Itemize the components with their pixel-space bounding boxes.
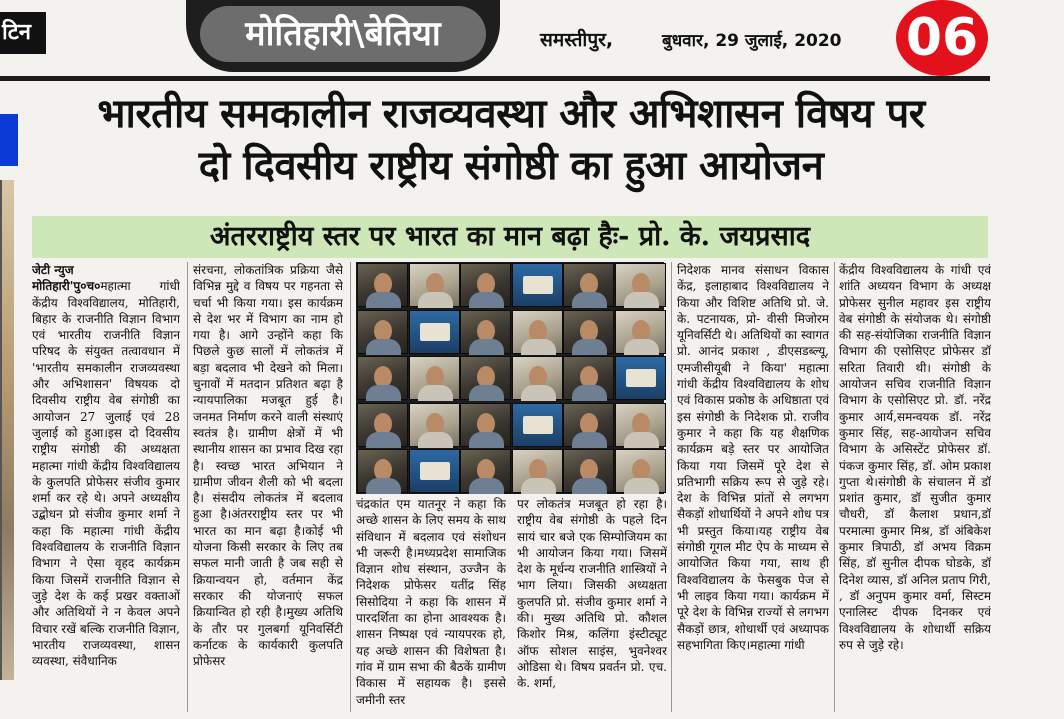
participant-tile-image xyxy=(357,403,408,447)
column-4-text: पर लोकतंत्र मजबूत हो रहा है।राष्ट्रीय वेब संगोष्ठी के पहले दिन सायं चार बजे एक सिम्पोजियम का भी आयोजन किया गया। जिसमें देश के मूर्धन्य राजनीति शास्त्रियों ने भाग लिया। जिसकी अध्यक्षता कुलपति प्रो. संजीव कुमार शर्मा ने की। मुख्य अतिथि प्रो. कौशल किशोर मिश्र, कलिंगा इंस्टीट्यूट ऑफ सोशल साइंस, भुवनेश्वर ओडिसा थे। विषय प्रवर्तन प्रो. एच. के. शर्मा, xyxy=(517,497,667,691)
participant-body-image xyxy=(418,292,453,308)
participant-tile-image xyxy=(615,310,666,354)
participant-tile-image xyxy=(460,403,511,447)
adjacent-column-color-block xyxy=(0,114,18,166)
participant-body-image xyxy=(572,292,607,308)
participant-tile-image xyxy=(409,263,460,307)
participant-body-image xyxy=(572,339,607,355)
participant-face-image xyxy=(420,323,450,341)
edition-date: बुधवार, 29 जुलाई, 2020 xyxy=(662,31,842,51)
participant-body-image xyxy=(624,478,659,494)
participant-tile-image xyxy=(460,310,511,354)
participant-face-image xyxy=(626,369,656,387)
participant-body-image xyxy=(469,339,504,355)
article-dateline: मोतिहारी'पु०च० xyxy=(32,279,101,294)
participant-tile-image xyxy=(357,263,408,307)
participant-tile-image xyxy=(409,403,460,447)
column-divider xyxy=(350,262,351,712)
participant-body-image xyxy=(469,385,504,401)
participant-body-image xyxy=(469,292,504,308)
participant-tile-image xyxy=(357,449,408,493)
participant-tile-image xyxy=(460,263,511,307)
column-divider xyxy=(671,262,672,712)
article-byline: जेटी न्युज xyxy=(32,263,74,277)
section-title: मोतिहारी\बेतिया xyxy=(200,6,486,62)
adjacent-column-photo-image xyxy=(0,180,14,680)
page-number-badge: 06 xyxy=(896,0,988,76)
participant-body-image xyxy=(469,478,504,494)
participant-tile-image xyxy=(512,263,563,307)
participant-face-image xyxy=(523,276,553,294)
participant-tile-image xyxy=(409,310,460,354)
participant-tile-image xyxy=(615,356,666,400)
article-column-4 xyxy=(517,496,667,719)
participant-tile-image xyxy=(563,310,614,354)
participant-tile-image xyxy=(409,356,460,400)
participant-body-image xyxy=(521,478,556,494)
adjacent-page-fragment: टिन xyxy=(0,12,46,54)
headline-line-1: भारतीय समकालीन राजव्यवस्था और अभिशासन विषय पर xyxy=(97,90,925,137)
column-5-text: निदेशक मानव संसाधन विकास केंद्र, इलाहाबाद विश्वविद्यालय ने किया और विशिष्ट अतिथि प्रो. जे. के. पटनायक, प्रो- वीसी मिजोरम यूनिवर्सिटी थे। अतिथियों का स्वागत प्रो. आनंद प्रकाश , डीएसडब्ल्यू, एमजीसीयूबी ने किया' महात्मा गांधी केंद्रीय विश्वविद्यालय के शोध एवं विकास प्रकोष्ठ के अधिष्ठाता एवं इस संगोष्ठी के निदेशक प्रो. राजीव कुमार ने कहा कि यह शैक्षणिक कार्यक्रम बड़े स्तर पर आयोजित किया गया जिसमें पूरे देश से प्रतिभागी सक्रिय रूप से जुड़े रहे। देश के विभिन्न प्रांतों से लगभग सैकड़ों शोधार्थियों ने अपने शोध पत्र भी प्रस्तुत किया।यह राष्ट्रीय वेब संगोष्ठी गूगल मीट ऐप के माध्यम से आयोजित किया गया, साथ ही विश्वविद्यालय के फेसबुक पेज से भी लाइव किया गया। कार्यक्रम में पूरे देश के विभिन्न राज्यों से लगभग सैकड़ों छात्र, शोधार्थी एवं अध्यापक सहभागिता किए।महात्मा गांधी xyxy=(677,263,829,652)
participant-tile-image xyxy=(512,449,563,493)
article-column-6 xyxy=(839,262,991,719)
video-conference-collage-image xyxy=(356,262,664,494)
participant-tile-image xyxy=(615,449,666,493)
column-6-text: केंद्रीय विश्वविद्यालय के गांधी एवं शांति अध्ययन विभाग के अध्यक्ष प्रोफेसर सुनील महावर इस राष्ट्रीय वेब संगोष्ठी के संयोजक थे। संगोष्ठी की सह-संयोजिका राजनीति विज्ञान विभाग की एसोसिएट प्रोफेसर डॉ सरिता तिवारी थी। संगोष्ठी के आयोजन सचिव राजनीति विज्ञान विभाग के एसोसिएट प्रो. डॉ. नरेंद्र कुमार आर्य,समन्वयक डॉ. नरेंद्र कुमार सिंह, सह-आयोजन सचिव विभाग के असिस्टेंट प्रोफेसर डॉ. पंकज कुमार सिंह, डॉ. ओम प्रकाश गुप्ता थे।संगोष्ठी के संचालन में डॉ प्रशांत कुमार, डॉ सुजीत कुमार चौधरी, डॉ कैलाश प्रधान,डॉ परमात्मा कुमार मिश्र, डॉ अंबिकेश कुमार त्रिपाठी, डॉ अभय विक्रम सिंह, डॉ सुनील दीपक घोडके, डॉ दिनेश व्यास, डॉ अनिल प्रताप गिरी, , डॉ अनुपम कुमार वर्मा, सिस्टम एनालिस्ट दीपक दिनकर एवं विश्वविद्यालय के शोधार्थी सक्रिय रुप से जुड़े रहे। xyxy=(839,263,991,652)
participant-body-image xyxy=(469,432,504,448)
article-subheadline: अंतरराष्ट्रीय स्तर पर भारत का मान बढ़ा हैः- प्रो. के. जयप्रसाद xyxy=(209,221,811,252)
participant-tile-image xyxy=(409,449,460,493)
participant-body-image xyxy=(624,292,659,308)
article-headline xyxy=(30,88,992,192)
participant-body-image xyxy=(521,339,556,355)
participant-tile-image xyxy=(563,263,614,307)
participant-body-image xyxy=(366,339,401,355)
participant-body-image xyxy=(366,432,401,448)
column-divider xyxy=(187,262,188,712)
participant-body-image xyxy=(572,478,607,494)
edition-place: समस्तीपुर, xyxy=(540,29,614,51)
participant-tile-image xyxy=(563,403,614,447)
participant-tile-image xyxy=(512,403,563,447)
participant-face-image xyxy=(420,462,450,480)
header-rule xyxy=(0,76,990,81)
participant-tile-image xyxy=(563,449,614,493)
participant-body-image xyxy=(572,385,607,401)
participant-tile-image xyxy=(615,403,666,447)
participant-body-image xyxy=(572,432,607,448)
participant-tile-image xyxy=(357,310,408,354)
article-column-2 xyxy=(193,262,343,719)
participant-tile-image xyxy=(460,449,511,493)
participant-body-image xyxy=(366,292,401,308)
headline-line-2: दो दिवसीय राष्ट्रीय संगोष्ठी का हुआ आयोजन xyxy=(198,142,824,189)
article-column-5 xyxy=(677,262,829,719)
column-1-text: महात्मा गांधी केंद्रीय विश्वविद्यालय, मोतिहारी, बिहार के राजनीति विज्ञान विभाग एवं भारतीय राजनीति विज्ञान परिषद के संयुक्त तत्वावधान में 'भारतीय समकालीन राजव्यवस्था और अभिशासन' विषयक दो दिवसीय राष्ट्रीय वेब संगोष्ठी का आयोजन 27 जुलाई एवं 28 जुलाई को हुआ।इस दो दिवसीय राष्ट्रीय संगोष्ठी की अध्यक्षता महात्मा गांधी केंद्रीय विश्वविद्यालय के कुलपति प्रोफेसर संजीव कुमार शर्मा कर रहे थे। अपने अध्यक्षीय उद्बोधन प्रो संजीव कुमार शर्मा ने कहा कि महात्मा गांधी केंद्रीय विश्वविद्यालय के राजनीति विज्ञान विभाग ने ऐसा वृहद कार्यक्रम किया जिसमें राजनीति विज्ञान से जुड़े देश के कई प्रखर वक्ताओं और अतिथियों ने न केवल अपने विचार रखें बल्कि राजनीति विज्ञान, भारतीय राजव्यवस्था, शासन व्यवस्था, संवैधानिक xyxy=(32,279,180,669)
column-divider xyxy=(834,262,835,712)
participant-face-image xyxy=(523,416,553,434)
participant-body-image xyxy=(366,385,401,401)
article-column-3 xyxy=(356,496,506,719)
section-banner xyxy=(186,0,500,72)
participant-body-image xyxy=(418,432,453,448)
participant-tile-image xyxy=(460,356,511,400)
participant-tile-image xyxy=(563,356,614,400)
participant-tile-image xyxy=(512,310,563,354)
participant-tile-image xyxy=(512,356,563,400)
participant-body-image xyxy=(624,339,659,355)
participant-tile-image xyxy=(357,356,408,400)
article-column-1 xyxy=(32,262,180,719)
participant-body-image xyxy=(418,385,453,401)
participant-body-image xyxy=(366,478,401,494)
participant-tile-image xyxy=(615,263,666,307)
participant-body-image xyxy=(624,432,659,448)
participant-body-image xyxy=(521,385,556,401)
column-3-text: चंद्रकांत एम यातनूर ने कहा कि अच्छे शासन के लिए समय के साथ संविधान में बदलाव एवं संशोधन भी जरूरी है।मध्यप्रदेश सामाजिक विज्ञान शोध संस्थान, उज्जैन के निदेशक प्रोफेसर यतींद्र सिंह सिसोदिया ने कहा कि शासन में पारदर्शिता का होना आवश्यक है। शासन निष्पक्ष एवं न्यायपरक हो, यह अच्छे शासन की विशेषता है। गांव में ग्राम सभा की बैठकें ग्रामीण विकास में सहायक है। इससे जमीनी स्तर xyxy=(356,497,506,707)
column-2-text: संरचना, लोकतांत्रिक प्रक्रिया जैसे विभिन्न मुद्दे व विषय पर गहनता से चर्चा भी किया गया। इस कार्यक्रम से देश भर में विभाग का नाम हो गया है। आगे उन्होंने कहा कि पिछले कुछ सालों में लोकतंत्र में बड़ा बदलाव भी देखने को मिला। चुनावों में मतदान प्रतिशत बढ़ा है न्यायपालिका मजबूत हुई है। जनमत निर्माण करने वाली संस्थाएं स्वतंत्र है। ग्रामीण क्षेत्रों में भी स्थानीय शासन का प्रभाव दिख रहा है। स्वच्छ भारत अभियान ने ग्रामीण जीवन शैली को भी बदला है। संसदीय लोकतंत्र में बदलाव हुआ है।अंतरराष्ट्रीय स्तर पर भी भारत का मान बढ़ा है।कोई भी योजना किसी सरकार के लिए तब सफल मानी जाती है जब सही से क्रियान्वयन हो, वर्तमान केंद्र सरकार की योजनाएं सफल क्रियान्वित हो रही है।मुख्य अतिथि के तौर पर गुलबर्गा यूनिवर्सिटी कर्नाटक के कार्यकारी कुलपति प्रोफेसर xyxy=(193,263,343,669)
